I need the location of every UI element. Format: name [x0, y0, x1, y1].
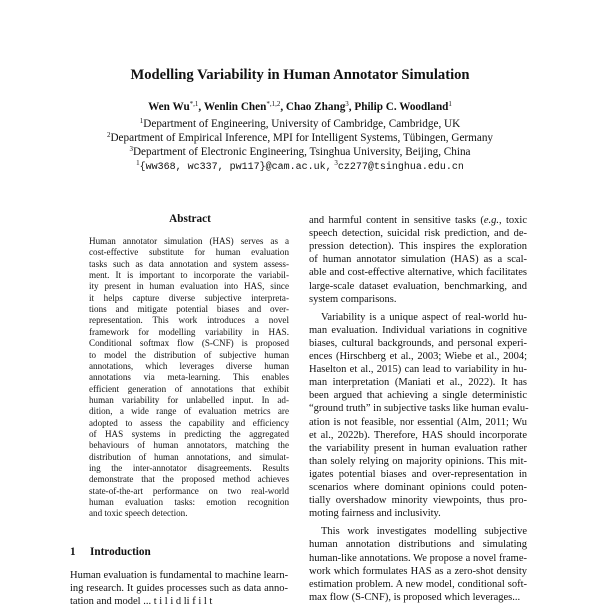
abstract-text-line: state-of-the-art performance on two real-world — [89, 485, 289, 496]
abstract-text-line: ment. It is important to incorporate the variabil- — [89, 270, 289, 281]
abstract-text-line: distribution of human annotations, and simulat- — [89, 451, 289, 462]
intro-text-line: tation and model ... t i l i d li f i l t — [70, 596, 213, 607]
body-text-line: human annotation distributions and simulating — [309, 539, 527, 551]
section-number: 1 — [70, 546, 76, 558]
abstract-text-line: cost-effective substitute for human evaluation — [89, 247, 289, 258]
body-text-line: the variability present in human evaluation rather — [309, 442, 527, 454]
body-text-line: This work investigates modelling subjective — [321, 526, 527, 538]
body-text-line: “ground truth” in subjective tasks like human evalu- — [309, 403, 529, 415]
abstract-text-line: annotations via meta-learning. This enables — [89, 372, 289, 383]
author-list — [0, 100, 600, 114]
emphasis-text: e.g. — [483, 215, 500, 226]
abstract-text-line: annotations, which leverages diverse human — [89, 360, 289, 371]
body-text-line: man evaluation. Individual variations in cognitive — [309, 324, 527, 336]
abstract-text-line: it helps capture diverse subjective interpreta- — [89, 292, 289, 303]
abstract-text-line: adopted to assess the capability and efficiency — [89, 417, 289, 428]
abstract-text-line: ing the inter-annotator disagreements. Results — [89, 463, 289, 473]
abstract-text-line: efficient generation of annotations that exhibit — [89, 383, 289, 394]
text-run: system comparisons. — [309, 293, 397, 305]
text-run: able and cost-effective alternative, which facilitates — [309, 267, 527, 279]
email-text: {ww368, wc337, pw117}@cam.ac.uk, — [139, 162, 332, 173]
author-affil-marker: *,1 — [189, 100, 199, 108]
abstract-text-line: and toxic speech detection. — [89, 508, 188, 519]
author-separator: , — [348, 101, 355, 113]
author-separator: , — [280, 101, 286, 113]
abstract-text-line: demonstrate that the proposed method achieves — [89, 474, 289, 485]
abstract-text-line: representation. This work introduces a novel — [89, 315, 289, 326]
text-run: and harmful content in sensitive tasks ( — [309, 215, 484, 226]
body-text-line — [309, 293, 527, 306]
body-text-line: ation is not feasible, nor essential (Alm, 2011; Wu — [309, 416, 527, 428]
abstract-text-line: behaviours of human annotators, matching the — [89, 440, 289, 451]
abstract-heading: Abstract — [169, 213, 211, 225]
affil-marker: 3 — [129, 145, 133, 153]
email-text: cz277@tsinghua.edu.cn — [337, 162, 464, 173]
affiliation-line — [0, 145, 600, 159]
author-affil-marker: 3 — [345, 100, 349, 108]
body-text-line: man interpretation (Maniati et al., 2022). It has — [309, 377, 527, 389]
author-name: Chao Zhang — [285, 101, 346, 113]
body-text-line: biases, cultural backgrounds, and personal experi- — [309, 337, 527, 349]
abstract-text-line: human variability for unlabelled input. In ad- — [89, 394, 289, 405]
abstract-text-line: framework for modelling variability in HAS. — [89, 326, 289, 337]
affil-text: Department of Engineering, University of Cambridge, Cambridge, UK — [143, 118, 461, 130]
text-run: of human annotator simulation (HAS) as a scal- — [309, 254, 527, 266]
section-heading — [70, 545, 151, 559]
affil-text: Department of Empirical Inference, MPI for Intelligent Systems, Tübingen, Germany — [110, 132, 494, 144]
body-text-line: Haselton et al., 2015) can lead to variability in hu- — [309, 364, 527, 376]
body-text-line: Variability is a unique aspect of real-world hu- — [321, 311, 527, 323]
body-text-line — [309, 266, 527, 279]
text-run: large-scale dataset evaluation, benchmarking, and — [309, 280, 527, 292]
affiliation-line — [0, 117, 600, 131]
text-run: pression detection). This inspires the exploration — [309, 241, 527, 253]
body-text-line — [309, 240, 527, 253]
body-text-line: work which formulates HAS as a zero-shot density — [309, 565, 527, 577]
affiliation-line — [0, 131, 600, 145]
abstract-text-line: dition, a wide range of evaluation metrics are — [89, 406, 289, 417]
body-text-line: ences (Hirschberg et al., 2003; Wiebe et al., 2004; — [309, 351, 527, 362]
section-title: Introduction — [90, 546, 151, 558]
email-marker: 1 — [136, 159, 140, 167]
affil-text: Department of Electronic Engineering, Tsinghua University, Beijing, China — [132, 146, 471, 158]
text-run: speech detection, suicidal risk prediction, and de- — [309, 228, 527, 240]
email-line — [0, 159, 600, 175]
abstract-text-line: Human annotator simulation (HAS) serves as a — [89, 236, 289, 246]
text-run: , toxic — [499, 215, 527, 226]
body-text-line: igates potential biases and over-representation in — [309, 468, 527, 480]
body-text-line: estimation problem. A new model, conditional soft- — [309, 578, 527, 590]
body-text-line: human-like annotations. We propose a novel frame- — [309, 552, 527, 564]
abstract-text-line: to model the distribution of subjective human — [89, 349, 289, 360]
abstract-text-line: human evaluation tasks: emotion recognition — [89, 497, 289, 508]
author-affil-marker: *,1,2 — [266, 100, 281, 108]
intro-text-line: ing research. It guides processes such as data anno- — [70, 583, 288, 594]
author-name: Wen Wu — [148, 101, 190, 113]
abstract-text-line: of HAS systems in predicting the aggregated — [89, 428, 289, 439]
body-text-line — [309, 214, 527, 227]
email-marker: 3 — [334, 159, 338, 167]
abstract-text-line: tasks such as data annotation and system assess- — [89, 258, 289, 269]
body-text-line: been argued that achieving a single deterministic — [309, 390, 527, 402]
body-text-line: moting fairness and inclusivity. — [309, 508, 441, 520]
author-name: Philip C. Woodland — [354, 101, 449, 113]
affil-marker: 1 — [139, 117, 144, 125]
body-text-line: tially overshadow minority viewpoints, thus pro- — [309, 495, 527, 507]
author-name: Wenlin Chen — [203, 101, 267, 113]
body-text-line — [309, 280, 527, 293]
body-text-line: scenarios where dominant opinions could poten- — [309, 482, 527, 493]
author-affil-marker: 1 — [448, 100, 452, 108]
abstract-text-line: ity present in human evaluation into HAS, since — [89, 281, 289, 292]
body-text-line: et al., 2022b). Therefore, HAS should incorporate — [309, 429, 527, 441]
body-text-line — [309, 227, 527, 240]
abstract-text-line: Conditional softmax flow (S-CNF) is proposed — [89, 338, 289, 349]
body-text-line: max flow (S-CNF), is proposed which leverages... — [309, 591, 521, 603]
paper-title: Modelling Variability in Human Annotator Simulation — [130, 67, 470, 83]
affil-marker: 2 — [106, 131, 111, 139]
intro-text-line: Human evaluation is fundamental to machine learn- — [70, 570, 289, 581]
abstract-text-line: tions and mitigate potential biases and over- — [89, 304, 289, 315]
body-text-line — [309, 253, 527, 266]
body-text-line: than solely relying on majority opinions. This mit- — [309, 455, 527, 467]
author-separator: , — [198, 101, 204, 113]
